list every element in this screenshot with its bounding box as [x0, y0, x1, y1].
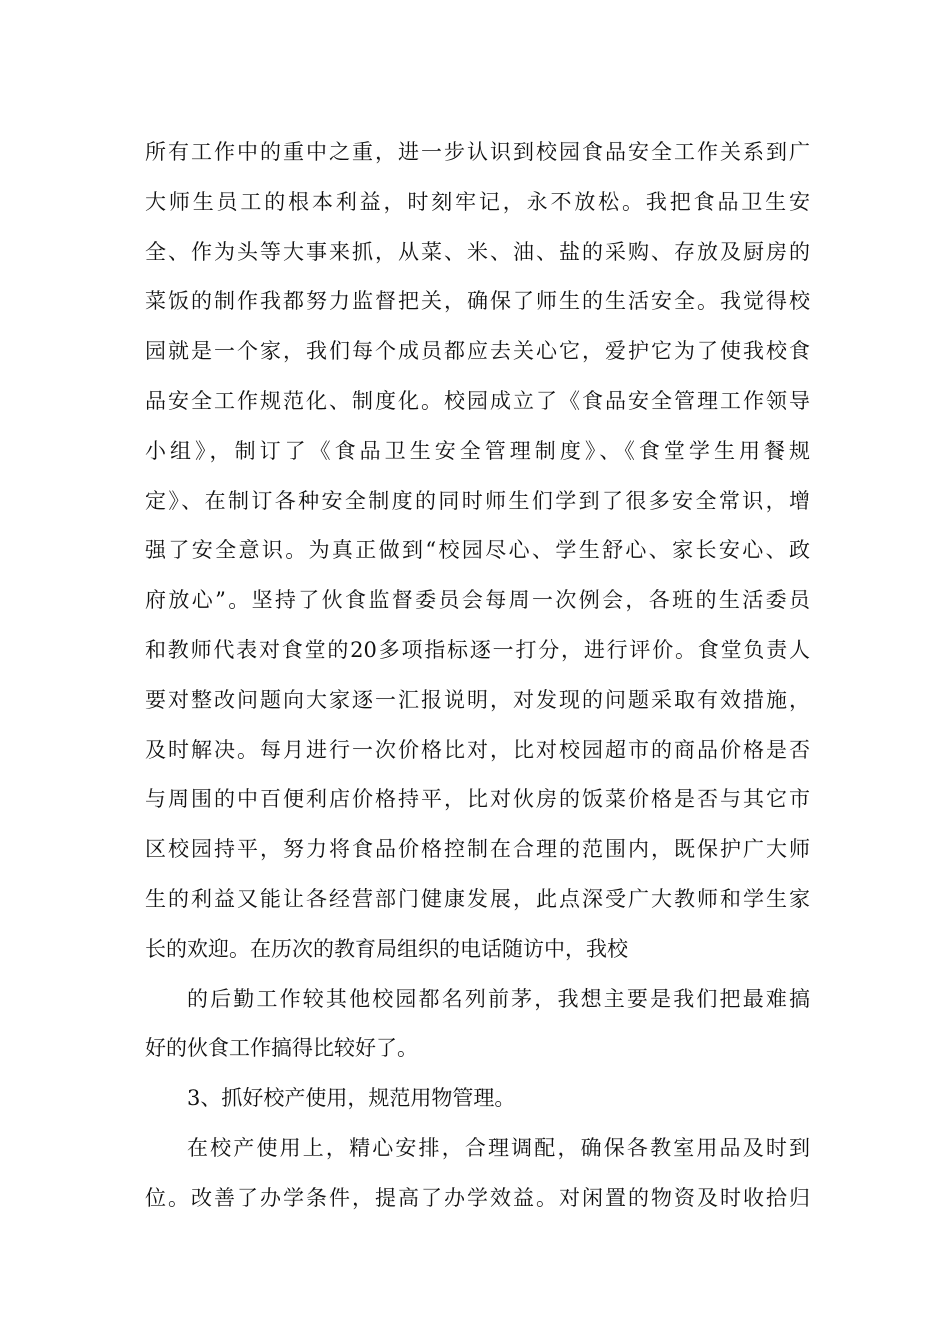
text-line: 和教师代表对食堂的20多项指标逐一打分，进行评价。食堂负责人 [145, 637, 810, 662]
text-line: 菜饭的制作我都努力监督把关，确保了师生的生活安全。我觉得校 [145, 289, 810, 314]
body-text [145, 128, 810, 1224]
text-line: 的后勤工作较其他校园都名列前茅，我想主要是我们把最难搞 [187, 986, 810, 1011]
text-line: 大师生员工的根本利益，时刻牢记，永不放松。我把食品卫生安 [145, 189, 810, 214]
text-line: 品安全工作规范化、制度化。校园成立了《食品安全管理工作领导 [145, 388, 810, 413]
text-line: 府放心”。坚持了伙食监督委员会每周一次例会，各班的生活委员 [145, 588, 810, 613]
section-heading: 3、抓好校产使用，规范用物管理。 [187, 1086, 516, 1111]
text-line: 长的欢迎。在历次的教育局组织的电话随访中，我校 [145, 936, 628, 961]
text-line: 位。改善了办学条件，提高了办学效益。对闲置的物资及时收拾归 [145, 1185, 810, 1210]
text-line: 定》、在制订各种安全制度的同时师生们学到了很多安全常识，增 [145, 488, 810, 513]
text-line: 要对整改问题向大家逐一汇报说明，对发现的问题采取有效措施， [145, 687, 810, 712]
text-line: 区校园持平，努力将食品价格控制在合理的范围内，既保护广大师 [145, 837, 810, 862]
text-line: 生的利益又能让各经营部门健康发展，此点深受广大教师和学生家 [145, 886, 810, 911]
text-line: 及时解决。每月进行一次价格比对，比对校园超市的商品价格是否 [145, 737, 810, 762]
text-line: 好的伙食工作搞得比较好了。 [145, 1036, 418, 1061]
text-line: 小组》，制订了《食品卫生安全管理制度》、《食堂学生用餐规 [145, 438, 810, 463]
text-line: 在校产使用上，精心安排，合理调配，确保各教室用品及时到 [187, 1135, 810, 1160]
text-line: 园就是一个家，我们每个成员都应去关心它，爱护它为了使我校食 [145, 339, 810, 364]
text-line: 所有工作中的重中之重，进一步认识到校园食品安全工作关系到广 [145, 140, 810, 164]
text-line: 强了安全意识。为真正做到“校园尽心、学生舒心、家长安心、政 [145, 538, 810, 563]
text-line: 全、作为头等大事来抓，从菜、米、油、盐的采购、存放及厨房的 [145, 239, 810, 264]
text-line: 与周围的中百便利店价格持平，比对伙房的饭菜价格是否与其它市 [145, 787, 810, 812]
